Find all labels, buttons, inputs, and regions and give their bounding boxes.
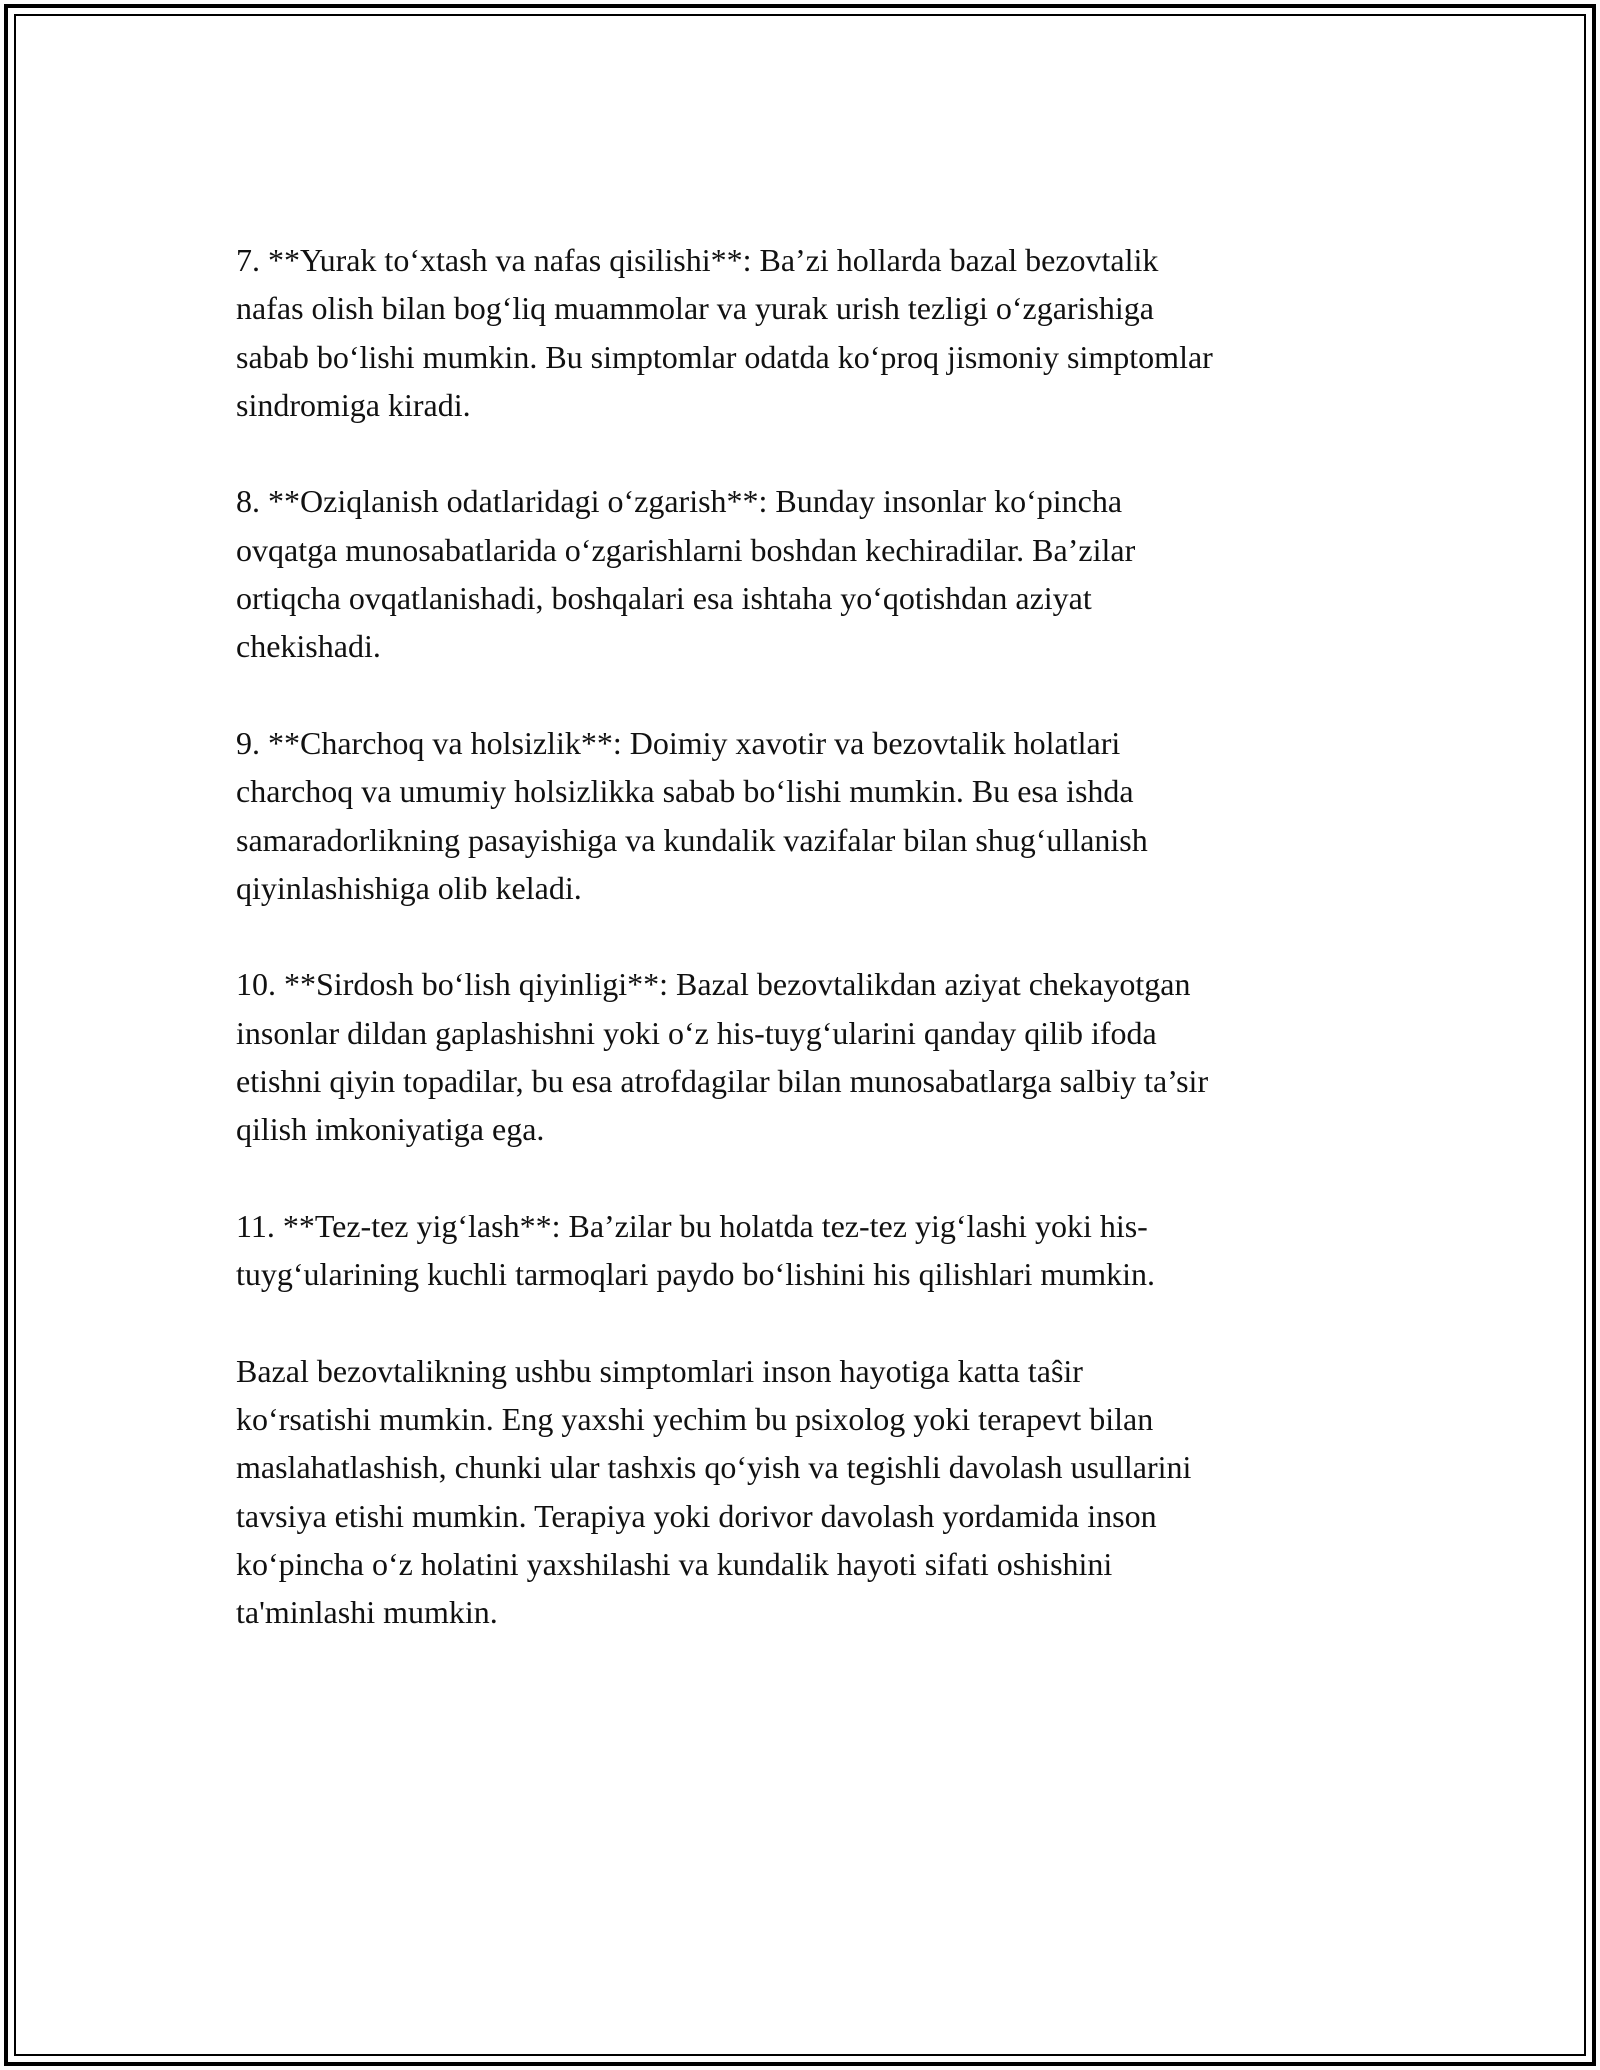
text-line: ko‘rsatishi mumkin. Eng yaxshi yechim bu psixolog yoki terapevt bilan (236, 1401, 1154, 1438)
text-line: Bazal bezovtalikning ushbu simptomlari inson hayotiga katta taŝir (236, 1352, 1083, 1389)
paragraph-item-9 (236, 719, 1386, 912)
text-line: ortiqcha ovqatlanishadi, boshqalari esa ishtaha yo‘qotishdan aziyat (236, 580, 1092, 617)
text-line: 8. **Oziqlanish odatlaridagi o‘zgarish**: Bunday insonlar ko‘pincha (236, 483, 1123, 520)
text-line: samaradorlikning pasayishiga va kundalik vazifalar bilan shug‘ullanish (236, 821, 1148, 858)
text-line: maslahatlashish, chunki ular tashxis qo‘yish va tegishli davolash usullarini (236, 1449, 1192, 1486)
text-line: insonlar dildan gaplashishni yoki o‘z his-tuyg‘ularini qanday qilib ifoda (236, 1014, 1157, 1051)
text-line: 10. **Sirdosh bo‘lish qiyinligi**: Bazal bezovtalikdan aziyat chekayotgan (236, 966, 1191, 1003)
text-line: nafas olish bilan bog‘liq muammolar va yurak urish tezligi o‘zgarishiga (236, 290, 1154, 327)
text-line: chekishadi. (236, 628, 381, 665)
text-line: sabab bo‘lishi mumkin. Bu simptomlar odatda ko‘proq jismoniy simptomlar (236, 338, 1213, 375)
text-line: etishni qiyin topadilar, bu esa atrofdagilar bilan munosabatlarga salbiy ta’sir (236, 1063, 1209, 1100)
paragraph-item-8 (236, 477, 1386, 670)
text-line: qilish imkoniyatiga ega. (236, 1111, 545, 1148)
text-line: tavsiya etishi mumkin. Terapiya yoki dorivor davolash yordamida inson (236, 1497, 1157, 1534)
text-line: tuyg‘ularining kuchli tarmoqlari paydo bo‘lishini his qilishlari mumkin. (236, 1256, 1155, 1293)
paragraph-item-11 (236, 1202, 1386, 1299)
text-line: sindromiga kiradi. (236, 386, 471, 423)
text-line: ta'minlashi mumkin. (236, 1594, 498, 1631)
paragraph-item-10 (236, 960, 1386, 1153)
text-line: 11. **Tez-tez yig‘lash**: Ba’zilar bu holatda tez-tez yig‘lashi yoki his- (236, 1207, 1148, 1244)
paragraph-item-7 (236, 236, 1386, 429)
text-line: charchoq va umumiy holsizlikka sabab bo‘lishi mumkin. Bu esa ishda (236, 773, 1134, 810)
document-body (236, 236, 1386, 1685)
text-line: qiyinlashishiga olib keladi. (236, 869, 582, 906)
paragraph-conclusion (236, 1347, 1386, 1637)
text-line: 9. **Charchoq va holsizlik**: Doimiy xavotir va bezovtalik holatlari (236, 724, 1121, 761)
text-line: ovqatga munosabatlarida o‘zgarishlarni boshdan kechiradilar. Ba’zilar (236, 531, 1136, 568)
text-line: 7. **Yurak to‘xtash va nafas qisilishi**: Ba’zi hollarda bazal bezovtalik (236, 242, 1159, 278)
text-line: ko‘pincha o‘z holatini yaxshilashi va kundalik hayoti sifati oshishini (236, 1546, 1113, 1583)
